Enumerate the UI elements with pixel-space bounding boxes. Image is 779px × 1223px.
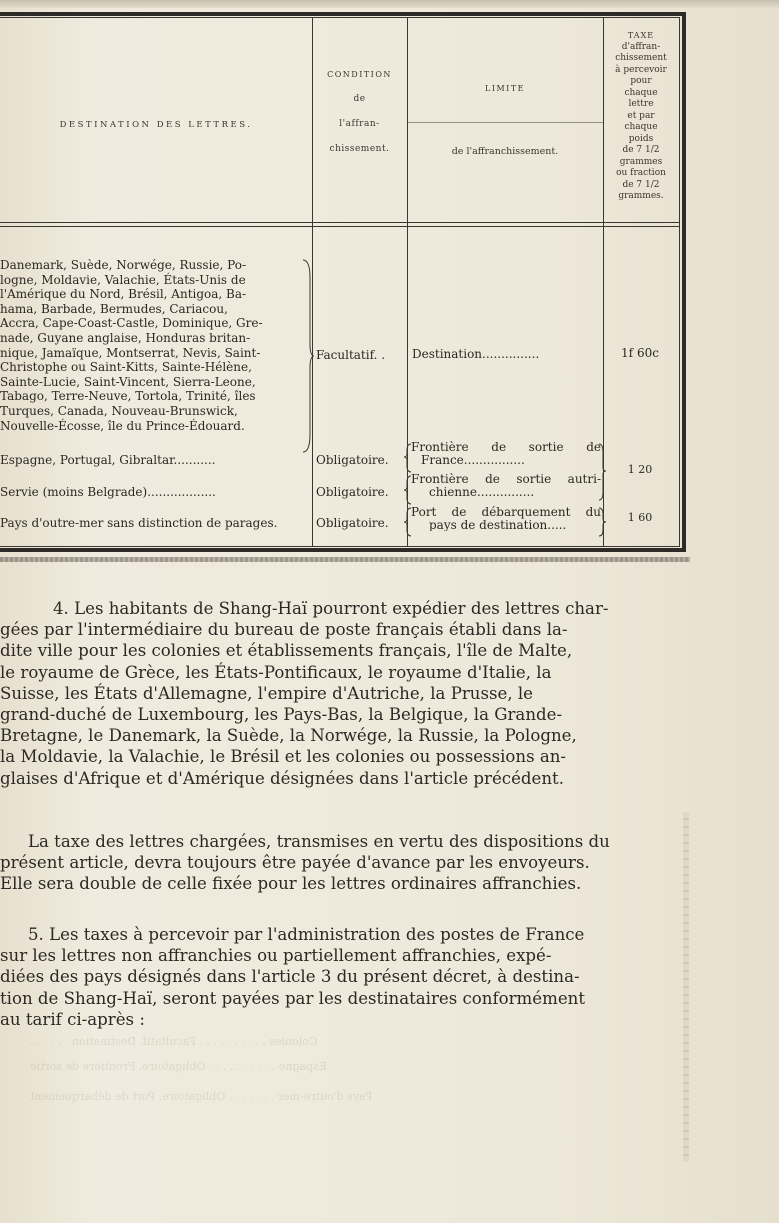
text-line: le royaume de Grèce, les États-Pontificaux, le royaume d'Italie, la (0, 662, 552, 682)
paragraph-taxe-chargees (0, 831, 700, 895)
header-taxe-line: pour (630, 76, 652, 86)
row4-destination: Pays d'outre-mer sans distinction de parages. (0, 516, 278, 530)
row3-limite-line: chienne............... (429, 485, 535, 499)
header-condition-line: CONDITION (327, 70, 392, 79)
row4-limite (411, 506, 601, 531)
header-taxe-line: à percevoir (615, 64, 667, 75)
header-limite-sub: de l'affranchissement. (451, 146, 559, 157)
row1-line: hama, Barbade, Bermudes, Cariacou, (0, 301, 228, 316)
text-line: dite ville pour les colonies et établissements français, l'île de Malte, (0, 641, 573, 661)
row1-line: logne, Moldavie, Valachie, États-Unis de (0, 272, 246, 287)
row1-condition: Facultatif. . (316, 348, 386, 362)
row1-line: nique, Jamaïque, Montserrat, Nevis, Saint- (0, 345, 261, 360)
text-line: 4. Les habitants de Shang-Haï pourront expédier des lettres char- (53, 599, 609, 618)
text-line: gées par l'intermédiaire du bureau de poste français établi dans la- (0, 620, 568, 640)
row1-line: Nouvelle-Écosse, île du Prince-Édouard. (0, 418, 245, 433)
text-line: grand-duché de Luxembourg, les Pays-Bas, la Belgique, la Grande- (0, 705, 563, 725)
row1-line: l'Amérique du Nord, Brésil, Antigoa, Ba- (0, 287, 247, 302)
text-line: glaises d'Afrique et d'Amérique désignées dans l'article précédent. (0, 768, 564, 788)
text-line: Bretagne, le Danemark, la Suède, la Norwége, la Russie, la Pologne, (0, 726, 577, 746)
text-line: au tarif ci-après : (0, 1009, 145, 1029)
row1-taxe: 1f 60c (621, 346, 659, 360)
row2-destination: Espagne, Portugal, Gibraltar........... (0, 453, 216, 467)
row4-taxe: 1 60 (627, 511, 653, 524)
row1-line: nade, Guyane anglaise, Honduras britan- (0, 330, 251, 345)
text-line: La taxe des lettres chargées, transmises en vertu des dispositions du (28, 832, 610, 851)
row4-limite-line: pays de destination..... (429, 518, 567, 532)
text-line: Suisse, les États d'Allemagne, l'empire d'Autriche, la Prusse, le (0, 683, 534, 703)
row2-limite (411, 441, 601, 466)
row4-limite-line: Port de débarquement du (411, 505, 601, 519)
bleed-through-text: Espagne . . . . . . . . . . Obligatoire. Frontière de sortie (30, 1060, 327, 1073)
header-condition-line: de (353, 94, 366, 104)
row1-line: Tabago, Terre-Neuve, Tortola, Trinité, îles (0, 389, 256, 404)
header-destination: DESTINATION DES LETTRES. (59, 120, 253, 130)
text-line: la Moldavie, la Valachie, le Brésil et les colonies ou possessions an- (0, 747, 567, 767)
text-line: diées des pays désignés dans l'article 3 du présent décret, à destina- (0, 967, 580, 987)
text-line: Elle sera double de celle fixée pour les lettres ordinaires affranchies. (0, 874, 582, 894)
top-edge (0, 0, 779, 8)
row2-condition: Obligatoire. (316, 453, 389, 467)
row1-line: Sainte-Lucie, Saint-Vincent, Sierra-Leone, (0, 374, 256, 389)
header-taxe-line: de 7 1/2 (622, 179, 660, 190)
row1-line: Turques, Canada, Nouveau-Brunswick, (0, 403, 238, 418)
limite-subdivider (407, 122, 603, 123)
header-taxe-line: chaque (624, 122, 658, 132)
row1-line: Danemark, Suède, Norwége, Russie, Po- (0, 258, 246, 272)
bleed-through-text: Colonies . . . . . . . . . . Facultatif. Destination . . . . . . (30, 1035, 318, 1048)
row4-condition: Obligatoire. (316, 516, 389, 530)
paragraph-article-5 (0, 924, 700, 1030)
text-line: présent article, devra toujours être payée d'avance par les envoyeurs. (0, 853, 590, 873)
header-taxe (605, 30, 677, 203)
row2-limite-line: Frontière de sortie de (411, 440, 601, 454)
limite-braces (403, 442, 413, 538)
header-taxe-line: TAXE (627, 31, 655, 40)
header-taxe-line: poids (628, 133, 654, 144)
header-taxe-line: et par (627, 110, 655, 121)
header-taxe-line: chissement (615, 53, 667, 63)
limite-braces-right (597, 442, 607, 538)
row3-limite (411, 473, 601, 498)
header-condition-line: l'affran- (339, 119, 380, 129)
row3-destination: Servie (moins Belgrade).................. (0, 485, 216, 499)
text-line: tion de Shang-Haï, seront payées par les destinataires conformément (0, 988, 586, 1008)
header-condition (312, 62, 407, 162)
header-taxe-line: lettre (628, 99, 654, 109)
rate-table (0, 12, 688, 552)
paragraph-article-4 (0, 598, 700, 789)
text-line: 5. Les taxes à percevoir par l'administration des postes de France (28, 925, 585, 944)
row1-line: Accra, Cape-Coast-Castle, Dominique, Gre- (0, 316, 263, 331)
header-divider (0, 222, 680, 223)
text-line: sur les lettres non affranchies ou partiellement affranchies, expé- (0, 946, 552, 966)
row1-limite: Destination............... (412, 348, 540, 361)
header-taxe-line: ou fraction (616, 168, 666, 178)
header-taxe-line: d'affran- (621, 41, 661, 52)
header-taxe-line: chaque (624, 87, 658, 98)
header-limite: LIMITE (485, 84, 525, 93)
bleed-through-text: Pays d'outre-mer . . . . . . . Obligatoire. Port de débarquement (30, 1090, 373, 1103)
row1-brace-left (300, 258, 316, 454)
row1-destination (0, 258, 263, 433)
row2-limite-line: France................ (421, 453, 525, 467)
header-taxe-line: de 7 1/2 (622, 145, 660, 155)
row3-condition: Obligatoire. (316, 485, 389, 499)
header-taxe-line: grammes. (618, 191, 664, 201)
decorative-rule (0, 557, 690, 562)
header-taxe-line: grammes (619, 156, 663, 167)
row3-limite-line: Frontière de sortie autri- (411, 472, 601, 486)
header-divider (0, 226, 680, 227)
header-condition-line: chissement. (329, 144, 390, 154)
row2-taxe: 1 20 (627, 463, 653, 476)
row1-line: Christophe ou Saint-Kitts, Sainte-Hélène, (0, 360, 252, 375)
